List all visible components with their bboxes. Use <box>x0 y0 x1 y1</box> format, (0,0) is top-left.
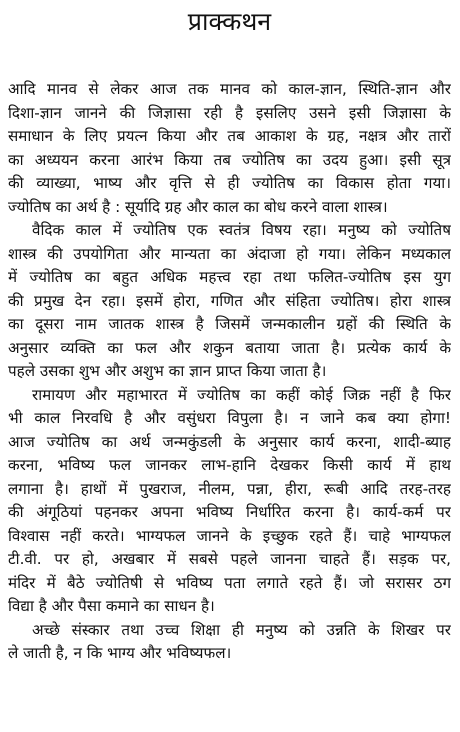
text-line: मंदिर में बैठे ज्योतिषी से भविष्य पता लगाते रहते हैं। जो सरासर ठग <box>8 573 451 592</box>
text-line: रामायण और महाभारत में ज्योतिष का कहीं कोई जिक्र नहीं है फिर <box>32 385 451 404</box>
text-line: करना, भविष्य फल जानकर लाभ-हानि देखकर किसी कार्य में हाथ <box>8 456 451 474</box>
body-text <box>8 78 451 666</box>
text-line: की प्रमुख देन रहा। इसमें होरा, गणित और संहिता ज्योतिष। होरा शास्त्र <box>8 291 451 310</box>
text-line: की व्याख्या, भाष्य और वृत्ति से ही ज्योतिष का विकास होता गया। <box>8 174 451 192</box>
text-line: समाधान के लिए प्रयत्न किया और तब आकाश के ग्रह, नक्षत्र और तारों <box>8 127 451 145</box>
text-line: लगाना है। हाथों में पुखराज, नीलम, पन्ना, हीरा, रूबी आदि तरह-तरह <box>8 479 451 498</box>
text-line: में ज्योतिष का बहुत अधिक महत्त्व रहा तथा फलित-ज्योतिष इस युग <box>8 268 451 286</box>
text-line: दिशा-ज्ञान जानने की जिज्ञासा रही है इसलिए उसने इसी जिज्ञासा के <box>8 103 451 122</box>
page-title: प्राक्कथन <box>187 7 272 36</box>
text-line: आदि मानव से लेकर आज तक मानव को काल-ज्ञान, स्थिति-ज्ञान और <box>8 80 451 98</box>
text-line: आज ज्योतिष का अर्थ जन्मकुंडली के अनुसार कार्य करना, शादी-ब्याह <box>8 432 451 451</box>
text-line: विश्वास नहीं करते। भाग्यफल जानने के इच्छुक रहते हैं। चाहे भाग्यफल <box>8 526 451 545</box>
text-line: पहले उसका शुभ और अशुभ का ज्ञान प्राप्त किया जाता है। <box>8 362 327 380</box>
text-line: टी.वी. पर हो, अखबार में सबसे पहले जानना चाहते हैं। सड़क पर, <box>8 550 451 568</box>
text-line: भी काल निरवधि है और वसुंधरा विपुला है। न जाने कब क्या होगा! <box>8 409 451 427</box>
text-line: वैदिक काल में ज्योतिष एक स्वतंत्र विषय रहा। मनुष्य को ज्योतिष <box>32 221 451 239</box>
text-line: का दूसरा नाम जातक शास्त्र है जिसमें जन्मकालीन ग्रहों की स्थिति के <box>8 315 451 333</box>
text-line: ले जाती है, न कि भाग्य और भविष्यफल। <box>8 644 232 662</box>
text-line: विद्या है और पैसा कमाने का साधन है। <box>8 597 215 615</box>
text-line: शास्त्र की उपयोगिता और मान्यता का अंदाजा हो गया। लेकिन मध्यकाल <box>8 244 451 263</box>
text-line: अनुसार व्यक्ति का फल और शकुन बताया जाता है। प्रत्येक कार्य के <box>8 338 451 357</box>
text-line: ज्योतिष का अर्थ है : सूर्यादि ग्रह और काल का बोध करने वाला शास्त्र। <box>8 197 388 216</box>
text-line: अच्छे संस्कार तथा उच्च शिक्षा ही मनुष्य को उन्नति के शिखर पर <box>32 620 451 639</box>
text-line: की अंगूठियां पहनकर अपना भविष्य निर्धारित करना है। कार्य-कर्म पर <box>8 503 451 521</box>
text-line: का अध्ययन करना आरंभ किया तब ज्योतिष का उदय हुआ। इसी सूत्र <box>8 150 451 169</box>
